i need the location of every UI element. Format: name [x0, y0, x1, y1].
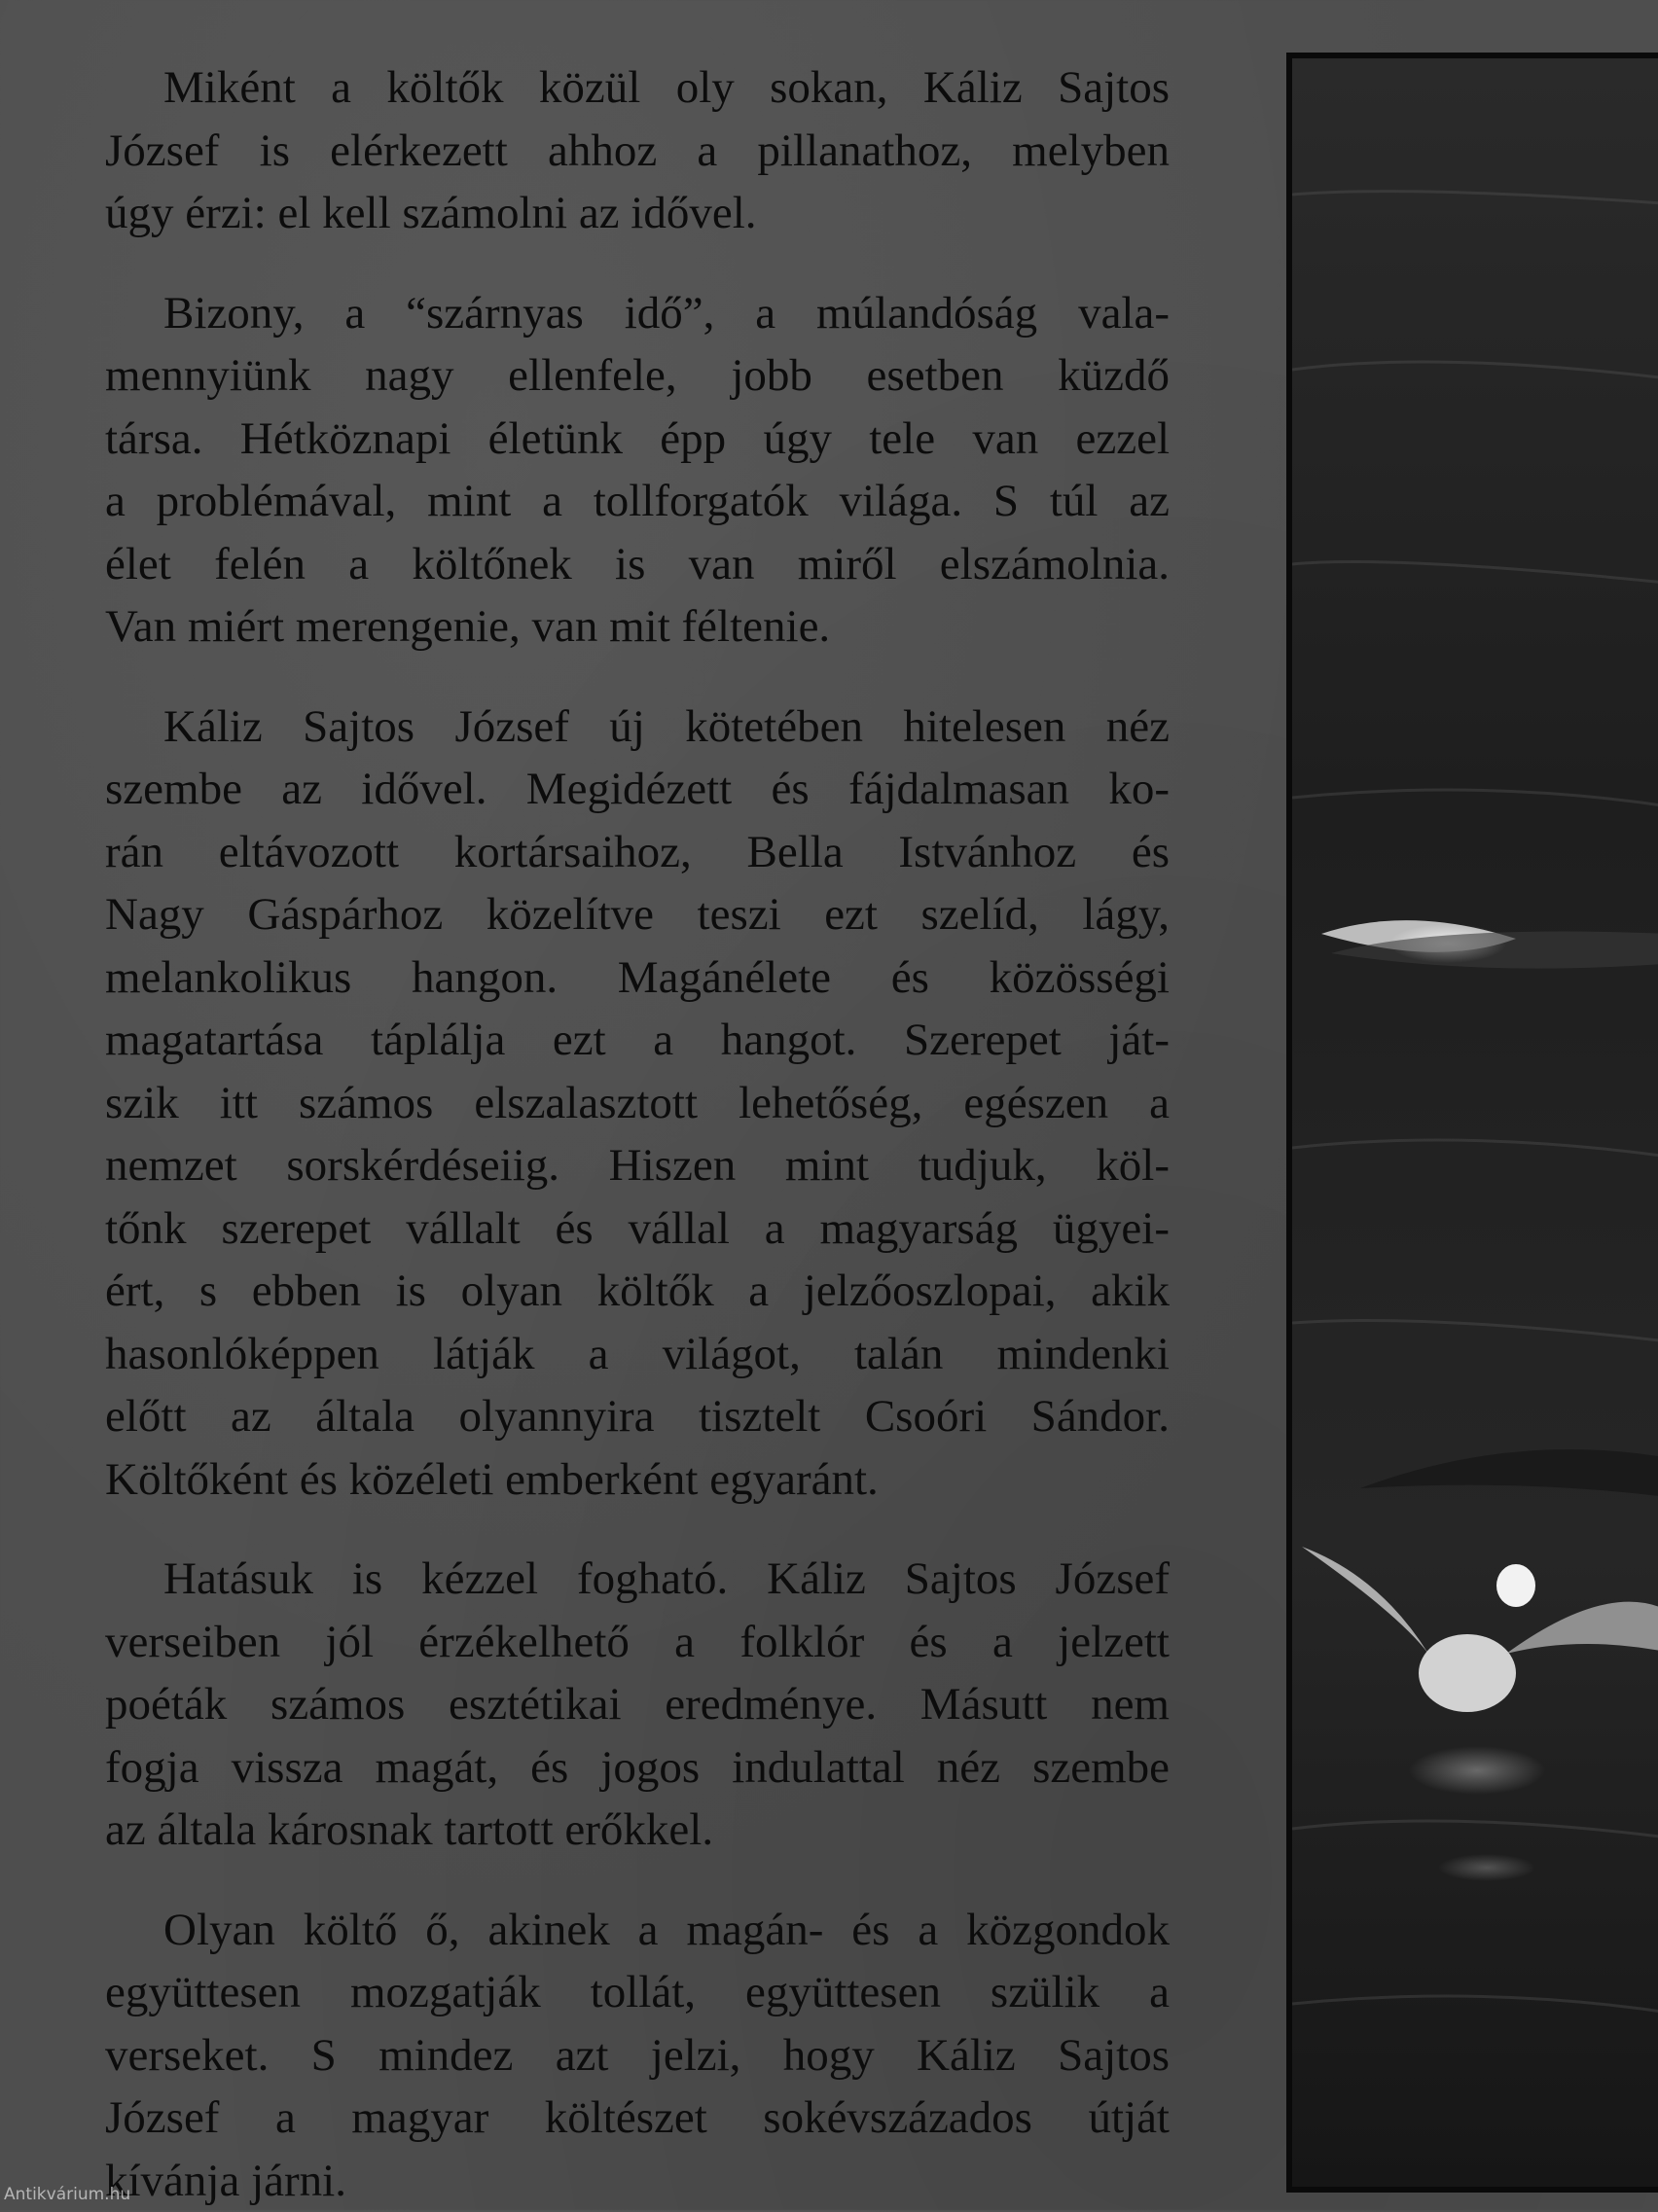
text-line: Káliz Sajtos József új kötetében hitelesen néz	[105, 696, 1170, 759]
text-line: fogja vissza magát, és jogos indulattal néz szembe	[105, 1736, 1170, 1800]
paragraph-2	[105, 282, 1170, 659]
text-line: Nagy Gáspárhoz közelítve teszi ezt szelíd, lágy,	[105, 883, 1170, 946]
text-line: Költőként és közéleti emberként egyaránt.	[105, 1448, 1170, 1512]
text-line: kívánja járni.	[105, 2150, 1170, 2212]
body-text	[105, 56, 1170, 2212]
text-line: ért, s ebben is olyan költők a jelzőoszlopai, akik	[105, 1260, 1170, 1323]
watermark: Antikvárium.hu	[4, 2185, 130, 2204]
text-line: úgy érzi: el kell számolni az idővel.	[105, 182, 1170, 245]
seagull-photo	[1286, 53, 1658, 2193]
text-line: a problémával, mint a tollforgatók világa. S túl az	[105, 470, 1170, 533]
text-line: József a magyar költészet sokévszázados útját	[105, 2087, 1170, 2150]
text-line: Olyan költő ő, akinek a magán- és a közgondok	[105, 1899, 1170, 1962]
photo-graphic	[1292, 58, 1658, 2187]
text-line: nemzet sorskérdéseiig. Hiszen mint tudjuk, köl-	[105, 1134, 1170, 1197]
text-line: verseiben jól érzékelhető a folklór és a jelzett	[105, 1611, 1170, 1674]
text-line: melankolikus hangon. Magánélete és közösségi	[105, 946, 1170, 1010]
text-line: társa. Hétköznapi életünk épp úgy tele van ezzel	[105, 408, 1170, 471]
text-line: élet felén a költőnek is van miről elszámolnia.	[105, 533, 1170, 596]
text-line: poéták számos esztétikai eredménye. Másutt nem	[105, 1673, 1170, 1736]
text-line: előtt az általa olyannyira tisztelt Csoóri Sándor.	[105, 1385, 1170, 1448]
paragraph-4	[105, 1548, 1170, 1862]
paragraph-3	[105, 696, 1170, 1512]
text-line: magatartása táplálja ezt a hangot. Szerepet ját-	[105, 1009, 1170, 1072]
text-line: együttesen mozgatják tollát, együttesen szülik a	[105, 1961, 1170, 2024]
text-line: Miként a költők közül oly sokan, Káliz Sajtos	[105, 56, 1170, 120]
text-line: mennyiünk nagy ellenfele, jobb esetben küzdő	[105, 344, 1170, 408]
paragraph-5	[105, 1899, 1170, 2212]
text-line: verseket. S mindez azt jelzi, hogy Káliz Sajtos	[105, 2024, 1170, 2087]
text-line: rán eltávozott kortársaihoz, Bella Istvánhoz és	[105, 821, 1170, 884]
text-line: József is elérkezett ahhoz a pillanathoz, melyben	[105, 120, 1170, 183]
text-line: Van miért merengenie, van mit féltenie.	[105, 595, 1170, 659]
text-line: hasonlóképpen látják a világot, talán mindenki	[105, 1323, 1170, 1386]
text-line: tőnk szerepet vállalt és vállal a magyarság ügyei-	[105, 1197, 1170, 1261]
text-line: az általa károsnak tartott erőkkel.	[105, 1799, 1170, 1862]
text-line: szik itt számos elszalasztott lehetőség, egészen a	[105, 1072, 1170, 1135]
text-line: szembe az idővel. Megidézett és fájdalmasan ko-	[105, 758, 1170, 821]
paragraph-1	[105, 56, 1170, 245]
text-line: Bizony, a “szárnyas idő”, a múlandóság vala-	[105, 282, 1170, 345]
text-line: Hatásuk is kézzel fogható. Káliz Sajtos József	[105, 1548, 1170, 1611]
